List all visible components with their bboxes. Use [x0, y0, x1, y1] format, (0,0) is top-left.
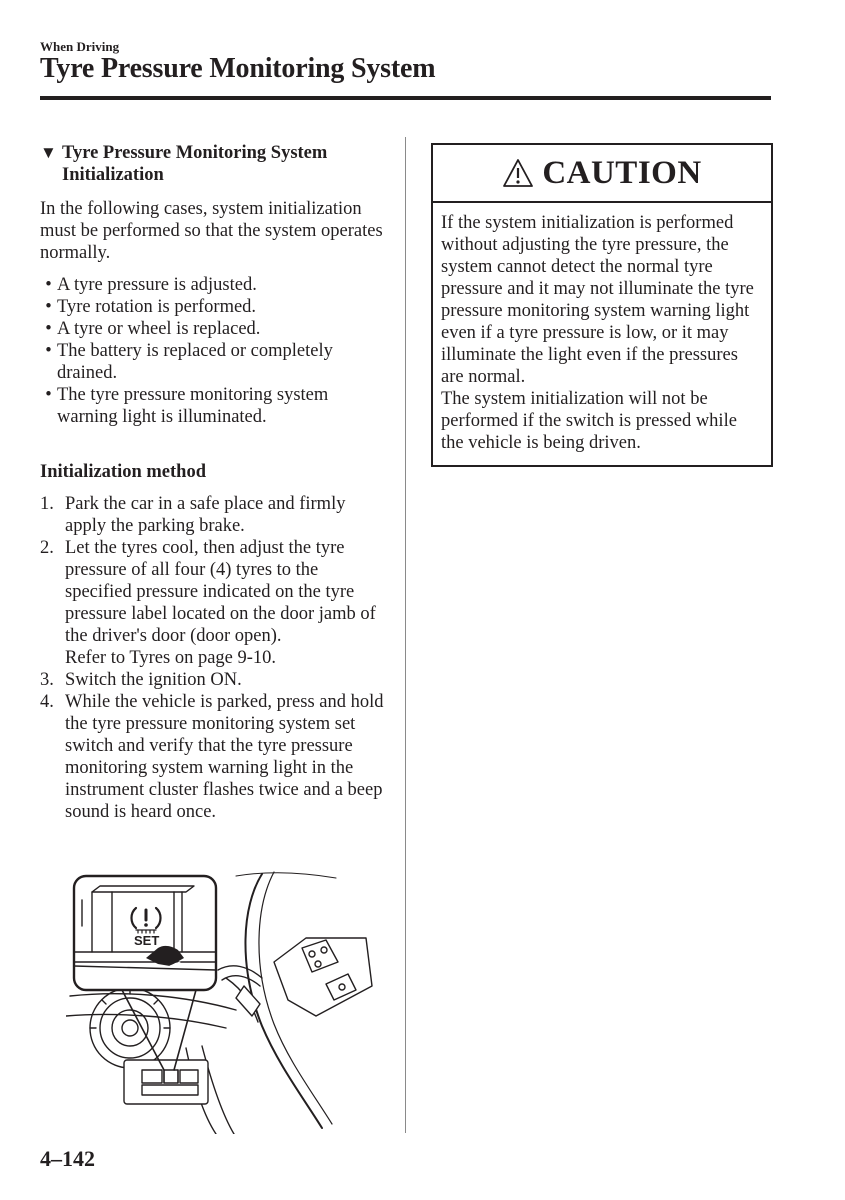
column-divider: [405, 137, 406, 1133]
step-item: [40, 691, 385, 823]
step-text: While the vehicle is parked, press and hold the tyre pressure monitoring system set switch and verify that the tyre pressure monitoring system warning light in the instrument cluster flashes twice and a beep sound is heard once.: [65, 692, 384, 822]
step-item: [40, 493, 385, 537]
step-number: 3.: [40, 670, 54, 690]
step-number: 1.: [40, 494, 54, 514]
set-switch-illustration: [66, 866, 404, 1134]
bullet-icon: •: [45, 341, 52, 361]
method-heading: Initialization method: [40, 462, 206, 482]
warning-triangle-icon: [502, 158, 534, 188]
list-item: [40, 296, 385, 318]
steps-list: [40, 493, 385, 823]
bullet-icon: •: [45, 385, 52, 405]
intro-paragraph: In the following cases, system initialization must be performed so that the system operates normally.: [40, 199, 383, 263]
bullet-icon: •: [45, 297, 52, 317]
list-item-text: The battery is replaced or completely drained.: [57, 341, 333, 383]
section-heading-line1: Tyre Pressure Monitoring System: [62, 143, 328, 163]
list-item: [40, 384, 385, 428]
bullet-list: [40, 274, 385, 428]
list-item-text: A tyre pressure is adjusted.: [57, 275, 257, 295]
step-item: [40, 537, 385, 669]
section-heading: [40, 142, 385, 186]
list-item-text: The tyre pressure monitoring system warning light is illuminated.: [57, 385, 329, 427]
left-column: [40, 142, 385, 823]
section-heading-line2: Initialization: [62, 165, 164, 185]
caution-text: [433, 203, 771, 454]
bullet-icon: •: [45, 319, 52, 339]
section-label: When Driving: [40, 39, 120, 54]
caution-title: CAUTION: [542, 154, 702, 191]
list-item-text: A tyre or wheel is replaced.: [57, 319, 261, 339]
step-item: [40, 669, 385, 691]
bullet-icon: •: [45, 275, 52, 295]
step-body: [65, 537, 385, 669]
caution-box: [431, 143, 773, 467]
list-item: [40, 340, 385, 384]
section-heading-text: [62, 142, 327, 186]
list-item: [40, 318, 385, 340]
list-item-text: Tyre rotation is performed.: [57, 297, 257, 317]
caution-header: [433, 145, 771, 203]
step-text: Let the tyres cool, then adjust the tyre pressure of all four (4) tyres to the specified pressure indicated on the tyre pressure label located on the door jamb of the driver's door (door open).: [65, 538, 376, 646]
header-rule: [40, 96, 771, 100]
step-text: Park the car in a safe place and firmly apply the parking brake.: [65, 494, 346, 536]
list-item: [40, 274, 385, 296]
switch-set-label: SET: [134, 933, 160, 948]
step-text: Switch the ignition ON.: [65, 670, 242, 690]
step-reference: Refer to Tyres on page 9-10.: [65, 648, 277, 668]
page-title: Tyre Pressure Monitoring System: [40, 53, 436, 84]
step-number: 4.: [40, 692, 54, 712]
caution-paragraph: The system initialization will not be performed if the switch is pressed while the vehicle is being driven.: [441, 389, 737, 453]
step-number: 2.: [40, 538, 54, 558]
triangle-marker-icon: ▼: [40, 143, 57, 162]
caution-paragraph: If the system initialization is performed without adjusting the tyre pressure, the system cannot detect the normal tyre pressure and it may not illuminate the tyre pressure monitoring system warning light even if a tyre pressure is low, or it may illuminate the light even if the pressures are normal.: [441, 213, 754, 387]
page-number: 4–142: [40, 1146, 95, 1171]
